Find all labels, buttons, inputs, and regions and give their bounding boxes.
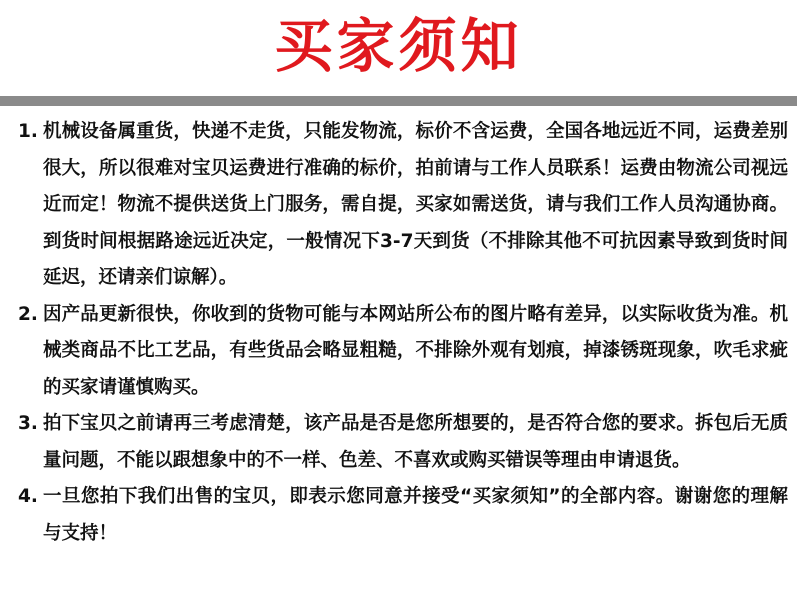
notice-number: 1. xyxy=(18,121,38,142)
notice-item xyxy=(18,297,788,407)
notice-item xyxy=(18,479,788,552)
notice-text: 机械设备属重货，快递不走货，只能发物流，标价不含运费，全国各地远近不同，运费差别很大，所以很难对宝贝运费进行准确的标价，拍前请与工作人员联系！运费由物流公司视远近而定！物流不提供送货上门服务，需自提，买家如需送货，请与我们工作人员沟通协商。到货时间根据路途远近决定，一般情况下3-7天到货（不排除其他不可抗因素导致到货时间延迟，还请亲们谅解）。 xyxy=(43,121,788,288)
notice-text: 一旦您拍下我们出售的宝贝，即表示您同意并接受“买家须知”的全部内容。谢谢您的理解与支持！ xyxy=(43,486,788,544)
title-divider xyxy=(0,96,797,106)
notice-list xyxy=(18,114,788,552)
notice-item xyxy=(18,114,788,297)
notice-number: 4. xyxy=(18,486,38,507)
notice-text: 拍下宝贝之前请再三考虑清楚，该产品是否是您所想要的，是否符合您的要求。拆包后无质量问题，不能以跟想象中的不一样、色差、不喜欢或购买错误等理由申请退货。 xyxy=(43,413,788,471)
notice-text: 因产品更新很快，你收到的货物可能与本网站所公布的图片略有差异，以实际收货为准。机械类商品不比工艺品，有些货品会略显粗糙，不排除外观有划痕，掉漆锈斑现象，吹毛求疵的买家请谨慎购买。 xyxy=(43,303,788,398)
notice-number: 2. xyxy=(18,303,38,325)
page-title: 买家须知 xyxy=(274,12,523,80)
notice-number: 3. xyxy=(18,413,38,434)
notice-item xyxy=(18,406,788,479)
